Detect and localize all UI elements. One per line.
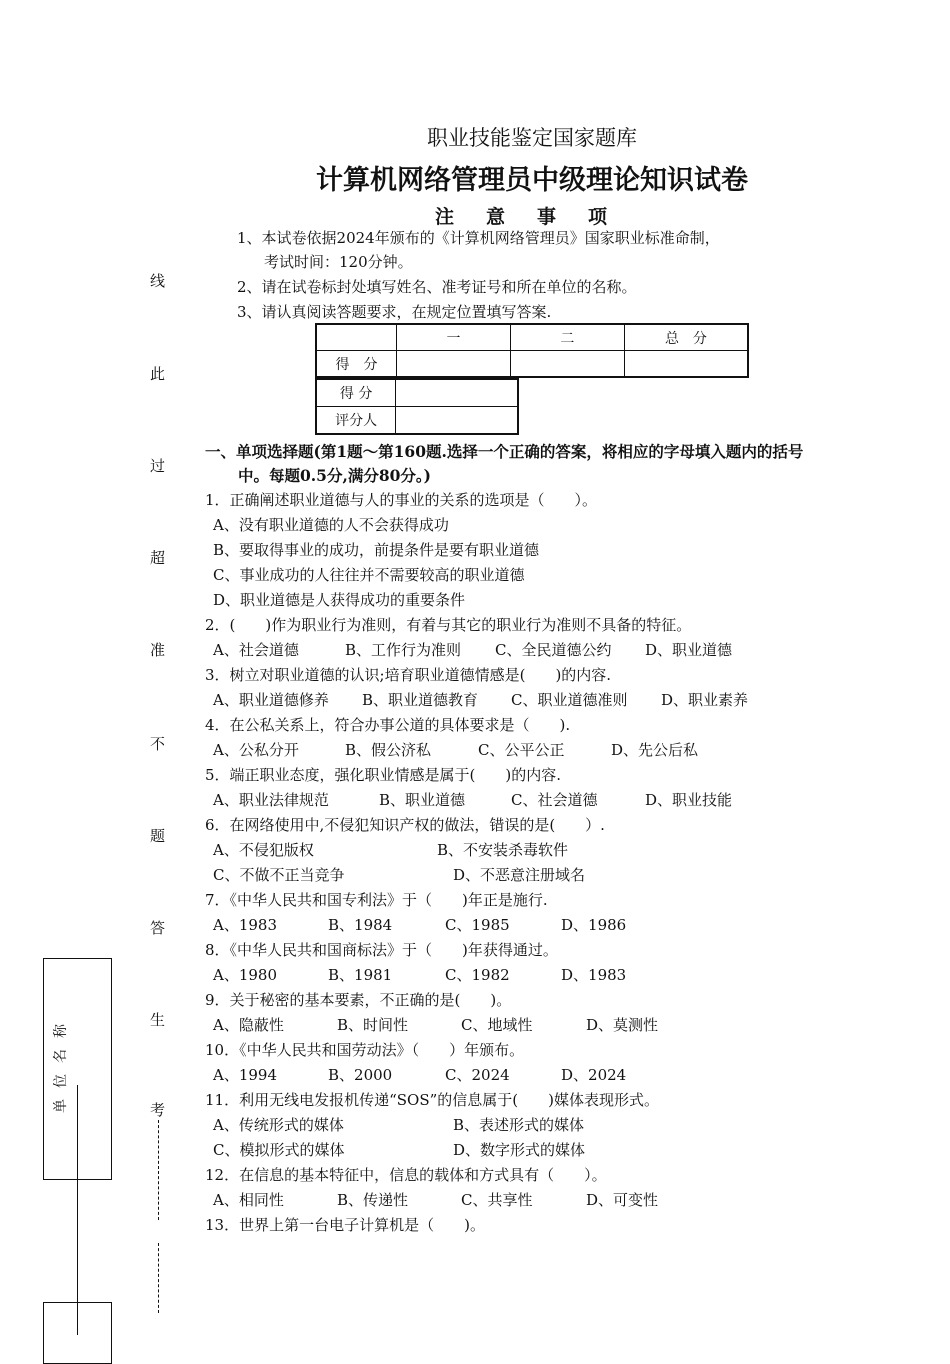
question-10: 10．《中华人民共和国劳动法》（ ）年颁布。 xyxy=(205,1041,525,1059)
option-11b: B、表述形式的媒体 xyxy=(453,1116,585,1134)
option-12d: D、可变性 xyxy=(586,1191,659,1209)
score-header-total: 总 分 xyxy=(624,324,748,351)
question-13: 13．世界上第一台电子计算机是（ )。 xyxy=(205,1216,485,1234)
option-11a: A、传统形式的媒体 xyxy=(213,1116,344,1134)
option-9a: A、隐蔽性 xyxy=(213,1016,284,1034)
option-11d: D、数字形式的媒体 xyxy=(453,1141,586,1159)
option-1c: C、事业成功的人往往并不需要较高的职业道德 xyxy=(213,566,525,584)
section-header-line2: 中。每题0.5分,满分80分。) xyxy=(238,466,432,485)
notice-title: 注意事项 xyxy=(435,206,640,228)
seal-char-7: 题 xyxy=(150,827,166,845)
section-header xyxy=(205,440,870,488)
score-row-label: 得 分 xyxy=(316,351,396,378)
option-6d: D、不恶意注册域名 xyxy=(453,866,586,884)
option-5a: A、职业法律规范 xyxy=(213,791,329,809)
score-cell-total[interactable] xyxy=(624,351,748,378)
cut-line-upper xyxy=(158,1120,159,1220)
exam-bank-title: 职业技能鉴定国家题库 xyxy=(427,126,637,150)
score-header-blank xyxy=(316,324,396,351)
option-1d: D、职业道德是人获得成功的重要条件 xyxy=(213,591,466,609)
option-1b: B、要取得事业的成功，前提条件是要有职业道德 xyxy=(213,541,540,559)
grader-name-label: 评分人 xyxy=(316,407,396,435)
question-7: 7．《中华人民共和国专利法》于（ )年正是施行. xyxy=(205,891,548,909)
option-5b: B、职业道德 xyxy=(379,791,466,809)
option-3b: B、职业道德教育 xyxy=(362,691,479,709)
exam-title: 计算机网络管理员中级理论知识试卷 xyxy=(316,165,748,196)
seal-char-4: 超 xyxy=(150,549,166,567)
option-4a: A、公私分开 xyxy=(213,741,299,759)
seal-char-5: 准 xyxy=(150,641,166,659)
question-12: 12．在信息的基本特征中，信息的载体和方式具有（ ）。 xyxy=(205,1166,607,1184)
option-6c: C、不做不正当竞争 xyxy=(213,866,345,884)
question-8: 8．《中华人民共和国商标法》于（ )年获得通过。 xyxy=(205,941,558,959)
question-2: 2．( )作为职业行为准则，有着与其它的职业行为准则不具备的特征。 xyxy=(205,616,692,634)
option-8a: A、1980 xyxy=(213,966,278,984)
question-11: 11．利用无线电发报机传递“SOS”的信息属于( )媒体表现形式。 xyxy=(205,1091,659,1109)
option-10a: A、1994 xyxy=(213,1066,278,1084)
option-4c: C、公平公正 xyxy=(478,741,565,759)
option-4b: B、假公济私 xyxy=(345,741,432,759)
option-9b: B、时间性 xyxy=(337,1016,409,1034)
question-1: 1．正确阐述职业道德与人的事业的关系的选项是（ ）。 xyxy=(205,491,598,509)
option-8d: D、1983 xyxy=(561,966,627,984)
seal-char-10: 考 xyxy=(150,1101,166,1119)
option-2c: C、全民道德公约 xyxy=(495,641,612,659)
option-12b: B、传递性 xyxy=(337,1191,409,1209)
seal-char-6: 不 xyxy=(150,735,166,753)
option-7a: A、1983 xyxy=(213,916,278,934)
grader-name-cell[interactable] xyxy=(396,407,518,435)
unit-divider-line xyxy=(77,1085,78,1335)
grader-table xyxy=(315,378,519,435)
option-2b: B、工作行为准则 xyxy=(345,641,462,659)
option-5d: D、职业技能 xyxy=(645,791,733,809)
option-3a: A、职业道德修养 xyxy=(213,691,329,709)
question-3: 3．树立对职业道德的认识;培育职业道德情感是( )的内容. xyxy=(205,666,612,684)
seal-char-9: 生 xyxy=(150,1011,166,1029)
option-9d: D、莫测性 xyxy=(586,1016,659,1034)
option-5c: C、社会道德 xyxy=(511,791,598,809)
option-2a: A、社会道德 xyxy=(213,641,299,659)
candidate-info-box[interactable] xyxy=(43,1302,112,1364)
section-header-line1: 一、单项选择题(第1题～第160题.选择一个正确的答案，将相应的字母填入题内的括号 xyxy=(205,442,804,461)
cut-line-lower xyxy=(158,1243,159,1313)
option-12a: A、相同性 xyxy=(213,1191,284,1209)
notice-item-1-cont: 考试时间：120分钟。 xyxy=(264,253,413,271)
score-table xyxy=(315,323,749,378)
grader-score-label: 得 分 xyxy=(316,379,396,407)
option-4d: D、先公后私 xyxy=(611,741,699,759)
option-3c: C、职业道德准则 xyxy=(511,691,628,709)
question-6: 6．在网络使用中,不侵犯知识产权的做法，错误的是( ）. xyxy=(205,816,605,834)
option-2d: D、职业道德 xyxy=(645,641,733,659)
question-9: 9．关于秘密的基本要素，不正确的是( )。 xyxy=(205,991,512,1009)
option-11c: C、模拟形式的媒体 xyxy=(213,1141,345,1159)
option-7c: C、1985 xyxy=(445,916,510,934)
option-6b: B、不安装杀毒软件 xyxy=(437,841,569,859)
score-cell-part2[interactable] xyxy=(510,351,624,378)
notice-item-2: 2、请在试卷标封处填写姓名、准考证号和所在单位的名称。 xyxy=(237,278,637,296)
seal-char-3: 过 xyxy=(150,457,166,475)
option-10d: D、2024 xyxy=(561,1066,627,1084)
option-10b: B、2000 xyxy=(328,1066,393,1084)
score-header-part2: 二 xyxy=(510,324,624,351)
grader-score-cell[interactable] xyxy=(396,379,518,407)
score-header-part1: 一 xyxy=(396,324,510,351)
option-3d: D、职业素养 xyxy=(661,691,749,709)
option-8c: C、1982 xyxy=(445,966,510,984)
seal-char-1: 线 xyxy=(150,272,166,290)
question-4: 4．在公私关系上，符合办事公道的具体要求是（ ). xyxy=(205,716,571,734)
question-5: 5．端正职业态度，强化职业情感是属于( )的内容. xyxy=(205,766,562,784)
option-1a: A、没有职业道德的人不会获得成功 xyxy=(213,516,449,534)
seal-char-8: 答 xyxy=(150,919,166,937)
option-12c: C、共享性 xyxy=(461,1191,533,1209)
notice-item-1: 1、本试卷依据2024年颁布的《计算机网络管理员》国家职业标准命制， xyxy=(237,229,720,247)
option-10c: C、2024 xyxy=(445,1066,510,1084)
seal-char-2: 此 xyxy=(150,365,166,383)
option-7b: B、1984 xyxy=(328,916,393,934)
option-6a: A、不侵犯版权 xyxy=(213,841,314,859)
notice-item-3: 3、请认真阅读答题要求，在规定位置填写答案. xyxy=(237,303,552,321)
option-8b: B、1981 xyxy=(328,966,393,984)
option-9c: C、地域性 xyxy=(461,1016,533,1034)
score-cell-part1[interactable] xyxy=(396,351,510,378)
unit-name-label: 称 名 位 单 xyxy=(53,1024,69,1113)
option-7d: D、1986 xyxy=(561,916,627,934)
